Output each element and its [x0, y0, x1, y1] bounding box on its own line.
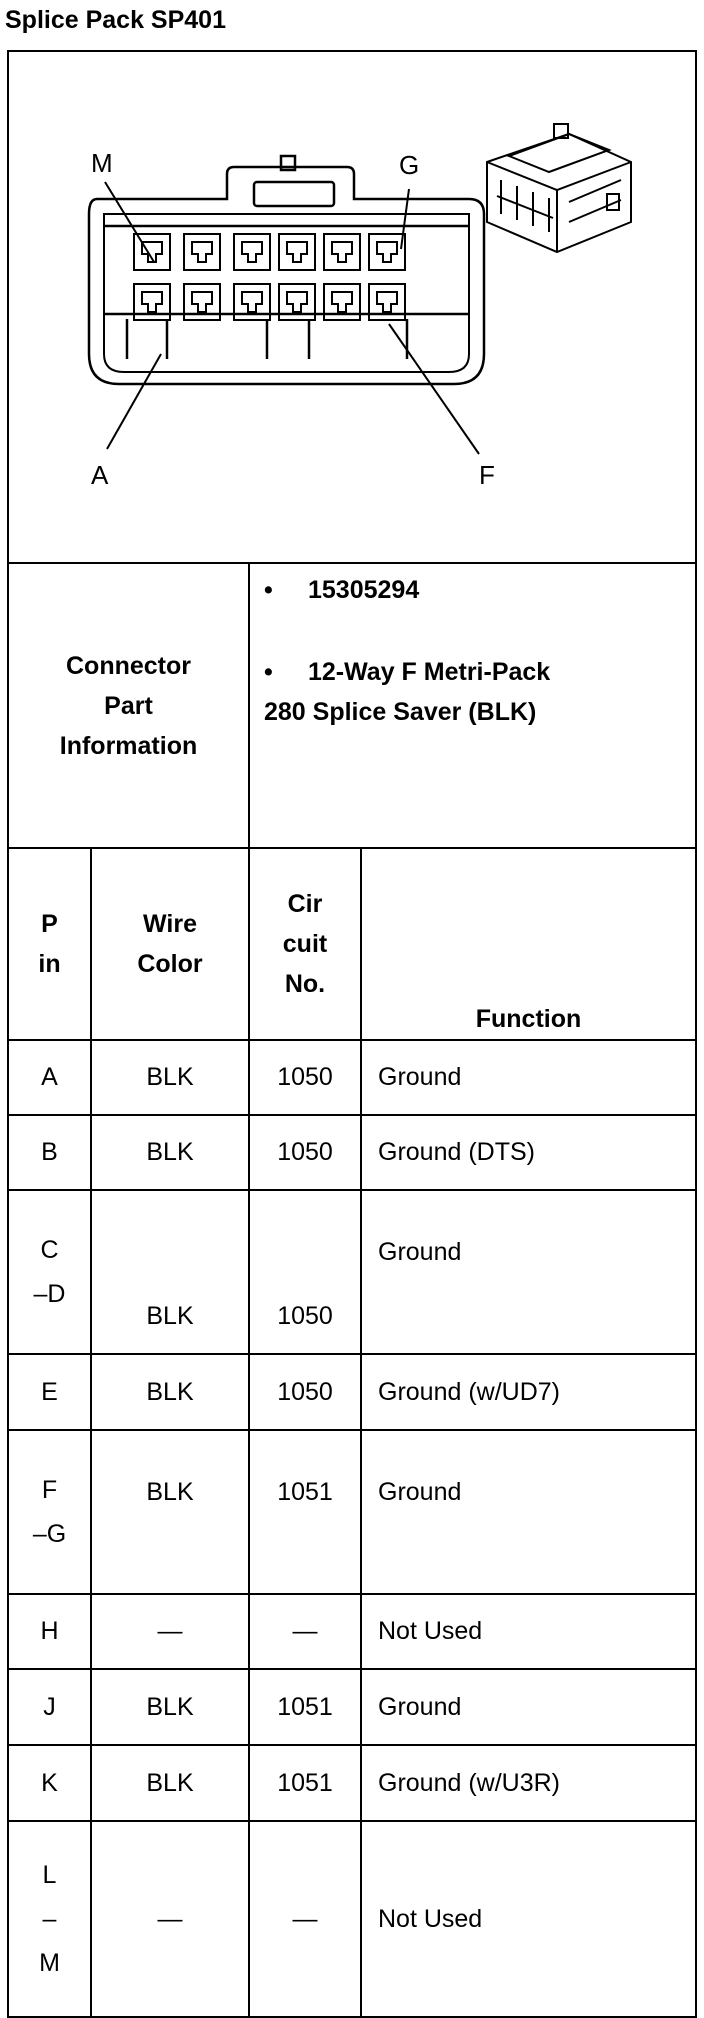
circuit-cell: 1050 — [249, 1040, 361, 1115]
wire-color-cell: BLK — [91, 1354, 249, 1430]
connector-part-info — [249, 563, 696, 848]
part-number-item — [264, 570, 685, 610]
wire-color-cell: — — [91, 1821, 249, 2017]
connector-terminal — [332, 242, 352, 262]
header-circuit-line: Cir — [287, 890, 323, 918]
circuit-cell: 1051 — [249, 1669, 361, 1745]
label-m: M — [91, 148, 113, 178]
connector-diagram-cell — [8, 51, 696, 563]
connector-cavity — [234, 234, 270, 270]
table-row — [8, 1745, 696, 1821]
part-description-line: 280 Splice Saver (BLK) — [264, 698, 537, 726]
pin-cell: B — [8, 1115, 91, 1190]
table-row — [8, 1115, 696, 1190]
table-row — [8, 1594, 696, 1669]
pin-cell — [8, 1190, 91, 1354]
connector-label-line: Connector — [66, 651, 191, 680]
pin-line: C — [40, 1236, 59, 1264]
page-title: Splice Pack SP401 — [5, 6, 226, 34]
wire-color-cell: BLK — [91, 1669, 249, 1745]
header-circuit — [249, 848, 361, 1040]
splice-pack-table — [7, 50, 697, 2018]
connector-terminal — [332, 292, 352, 312]
wire-color-cell: — — [91, 1594, 249, 1669]
pin-line: –G — [32, 1520, 67, 1548]
function-cell: Not Used — [361, 1594, 696, 1669]
part-description-line: 12-Way F Metri-Pack — [308, 658, 551, 686]
header-pin-line: P — [41, 910, 58, 938]
pin-cell — [8, 1430, 91, 1594]
table-row — [8, 1354, 696, 1430]
table-row — [8, 1821, 696, 2017]
connector-label-line: Part — [104, 691, 153, 720]
table-row — [8, 1430, 696, 1594]
function-cell: Not Used — [361, 1821, 696, 2017]
pin-cell: H — [8, 1594, 91, 1669]
pin-line: M — [39, 1949, 60, 1977]
pin-cell: A — [8, 1040, 91, 1115]
function-cell: Ground (w/UD7) — [361, 1354, 696, 1430]
label-g: G — [399, 150, 420, 180]
connector-label-line: Information — [59, 731, 198, 760]
connector-diagram — [9, 54, 693, 560]
pin-cell — [8, 1821, 91, 2017]
function-cell: Ground — [361, 1040, 696, 1115]
bullet: • — [264, 576, 273, 604]
header-function: Function — [361, 848, 696, 1040]
wire-color-cell: BLK — [91, 1115, 249, 1190]
connector-cavity — [369, 234, 405, 270]
connector-terminal — [142, 292, 162, 312]
pin-cell: K — [8, 1745, 91, 1821]
connector-terminal — [192, 292, 212, 312]
header-circuit-line: cuit — [282, 930, 328, 958]
header-pin — [8, 848, 91, 1040]
connector-terminal — [377, 292, 397, 312]
pin-line: L — [42, 1861, 57, 1889]
table-row — [8, 1190, 696, 1354]
circuit-cell: 1051 — [249, 1430, 361, 1594]
circuit-cell: 1050 — [249, 1354, 361, 1430]
part-description-item — [264, 652, 685, 732]
connector-terminal — [287, 242, 307, 262]
label-f: F — [479, 460, 495, 490]
pin-line: – — [42, 1905, 57, 1933]
connector-terminal — [242, 292, 262, 312]
header-wire-color-line: Wire — [143, 910, 197, 938]
circuit-cell: 1051 — [249, 1745, 361, 1821]
table-row — [8, 1669, 696, 1745]
pin-line: F — [41, 1476, 58, 1504]
connector-terminal — [377, 242, 397, 262]
header-wire-color-line: Color — [137, 950, 203, 978]
pin-line: –D — [33, 1280, 66, 1308]
circuit-cell: 1050 — [249, 1115, 361, 1190]
function-cell: Ground — [361, 1430, 696, 1594]
wire-color-cell: BLK — [91, 1190, 249, 1354]
table-row — [8, 1040, 696, 1115]
connector-part-label — [8, 563, 249, 848]
wire-color-cell: BLK — [91, 1040, 249, 1115]
function-cell: Ground (w/U3R) — [361, 1745, 696, 1821]
connector-cavity — [324, 234, 360, 270]
connector-3d-icon — [487, 124, 631, 252]
wire-color-cell: BLK — [91, 1430, 249, 1594]
label-a: A — [91, 460, 109, 490]
function-cell: Ground — [361, 1669, 696, 1745]
circuit-cell: 1050 — [249, 1190, 361, 1354]
wire-color-cell: BLK — [91, 1745, 249, 1821]
header-pin-line: in — [38, 950, 61, 978]
connector-cavity — [184, 234, 220, 270]
connector-terminal — [192, 242, 212, 262]
header-circuit-line: No. — [284, 970, 326, 998]
circuit-cell: — — [249, 1821, 361, 2017]
function-cell: Ground (DTS) — [361, 1115, 696, 1190]
connector-cavity — [279, 234, 315, 270]
circuit-cell: — — [249, 1594, 361, 1669]
pin-cell: J — [8, 1669, 91, 1745]
bullet: • — [264, 658, 273, 686]
header-wire-color — [91, 848, 249, 1040]
connector-terminal — [287, 292, 307, 312]
pin-cell: E — [8, 1354, 91, 1430]
function-cell: Ground — [361, 1190, 696, 1354]
part-number: 15305294 — [308, 576, 420, 604]
connector-terminal — [242, 242, 262, 262]
